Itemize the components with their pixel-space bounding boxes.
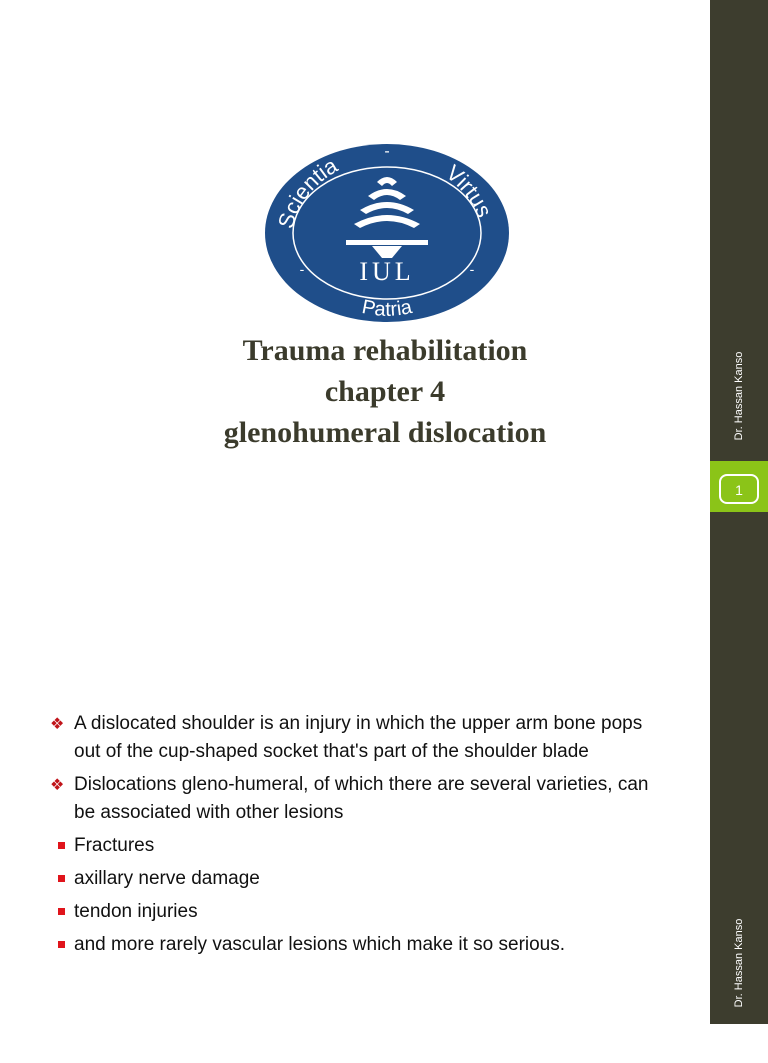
bullet-item: [50, 832, 650, 860]
bullet-text: tendon injuries: [74, 901, 198, 922]
iul-logo: [262, 142, 512, 324]
sidebar-author: Dr. Hassan Kanso: [733, 918, 745, 1008]
logo-disc: [265, 144, 509, 322]
red-square-bullet-icon: [58, 875, 65, 882]
page-number: 1: [735, 482, 743, 498]
red-square-bullet-icon: [58, 842, 65, 849]
slide-content: [0, 512, 768, 1024]
logo-dot-left: -: [299, 261, 305, 277]
logo-dot-top: -: [384, 143, 390, 160]
bullet-text: Dislocations gleno-humeral, of which there are several varieties, can be associated with other lesions: [74, 774, 649, 823]
bullet-text: and more rarely vascular lesions which make it so serious.: [74, 934, 566, 955]
four-diamond-bullet-icon: ❖: [50, 777, 65, 794]
bullet-item: [50, 771, 650, 827]
four-diamond-bullet-icon: ❖: [50, 716, 65, 733]
sidebar-author: Dr. Hassan Kanso: [733, 351, 745, 441]
bullet-item: [50, 898, 650, 926]
logo-arc-patria: Patria: [360, 295, 414, 321]
slide-title-text: [150, 330, 620, 453]
page-number-box: [710, 461, 768, 519]
red-square-bullet-icon: [58, 941, 65, 948]
red-square-bullet-icon: [58, 908, 65, 915]
title-line-1: Trauma rehabilitation: [242, 334, 528, 367]
bullet-text: axillary nerve damage: [74, 868, 260, 889]
sidebar: [710, 0, 768, 512]
sidebar: [710, 512, 768, 1024]
bullet-item: [50, 710, 650, 766]
title-line-2: chapter 4: [324, 375, 446, 408]
bullet-list: [50, 710, 650, 964]
slide-title: [0, 0, 768, 512]
logo-arc-scientia: Scientia: [272, 152, 342, 232]
bullet-text: A dislocated shoulder is an injury in which the upper arm bone pops out of the cup-shaped socket that's part of the shoulder blade: [74, 713, 643, 762]
title-line-3: glenohumeral dislocation: [223, 416, 547, 449]
bullet-item: [50, 865, 650, 893]
bullet-text: Fractures: [74, 835, 155, 856]
logo-iul-text: IUL: [359, 257, 415, 286]
bullet-item: [50, 931, 650, 959]
logo-arc-virtus: Virtus: [441, 159, 498, 221]
logo-dot-right: -: [469, 261, 475, 277]
